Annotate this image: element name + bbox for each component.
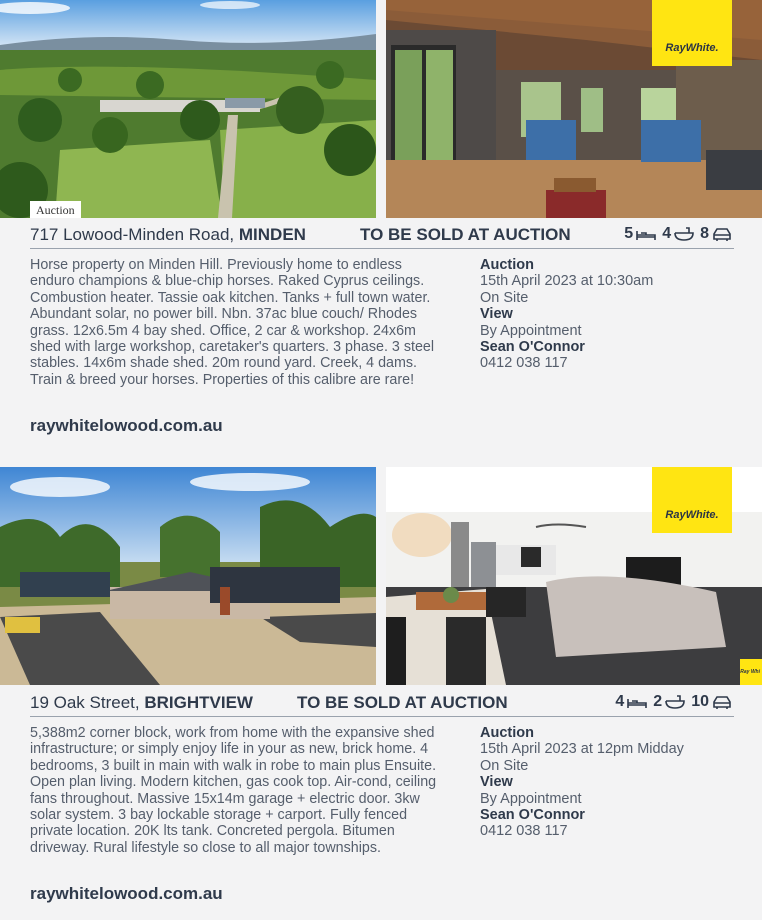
bedroom-count: 5 xyxy=(624,225,634,242)
property-features xyxy=(618,225,732,243)
bathroom-count: 4 xyxy=(662,225,672,242)
view-value: By Appointment xyxy=(480,322,582,339)
bath-icon xyxy=(665,695,685,709)
auction-heading: Auction xyxy=(480,725,534,741)
street-address: 717 Lowood-Minden Road, xyxy=(30,225,239,244)
auction-location: On Site xyxy=(480,289,529,306)
view-heading: View xyxy=(480,306,513,323)
agent-phone[interactable]: 0412 038 117 xyxy=(480,355,568,372)
car-icon xyxy=(712,227,732,241)
sale-method: TO BE SOLD AT AUCTION xyxy=(360,225,571,244)
property-aerial-photo[interactable] xyxy=(0,0,376,218)
property-description: Horse property on Minden Hill. Previously home to endless enduro champions & blue-chip horses. Raked Cyprus ceilings. Combustion heater. Tassie oak kitchen. Tanks + full town water. Abundant solar, no power bill. Nbn. 37ac blue couch/ Rhodes grass. 12x6.5m 4 bay shed. Office, 2 car & workshop. 24x6m shed with large workshop, caretaker's quarters. 3 phase. 3 steel stables. 14x6m shade shed. 20m round yard. Creek, 4 dams. Train & breed your horses. Properties of this calibre are rare! xyxy=(30,257,435,388)
bed-icon xyxy=(627,695,647,709)
ray-white-logo: RayWhite. xyxy=(652,467,732,533)
property-interior-photo[interactable] xyxy=(386,0,762,218)
auction-date: 15th April 2023 at 12pm Midday xyxy=(480,741,684,758)
property-address xyxy=(30,693,253,713)
bedroom-count: 4 xyxy=(615,693,625,710)
auction-location: On Site xyxy=(480,757,529,774)
auction-details xyxy=(480,725,750,840)
view-heading: View xyxy=(480,774,513,791)
car-icon xyxy=(712,695,732,709)
listing-headline xyxy=(30,692,734,717)
suburb-name: MINDEN xyxy=(238,225,306,244)
property-interior-photo[interactable] xyxy=(386,467,762,685)
view-value: By Appointment xyxy=(480,790,582,807)
bed-icon xyxy=(636,227,656,241)
suburb-name: BRIGHTVIEW xyxy=(144,693,253,712)
agent-phone[interactable]: 0412 038 117 xyxy=(480,823,568,840)
listing-card-minden xyxy=(0,0,762,458)
bathroom-count: 2 xyxy=(653,693,663,710)
auction-date: 15th April 2023 at 10:30am xyxy=(480,273,654,290)
auction-heading: Auction xyxy=(480,257,534,273)
carspace-count: 8 xyxy=(700,225,709,242)
auction-label-tag: Auction xyxy=(30,201,81,218)
property-features xyxy=(609,693,732,711)
agent-name: Sean O'Connor xyxy=(480,807,585,824)
property-address xyxy=(30,225,306,245)
bath-icon xyxy=(674,227,694,241)
street-address: 19 Oak Street, xyxy=(30,693,145,712)
auction-details xyxy=(480,257,750,372)
property-aerial-photo[interactable] xyxy=(0,467,376,685)
listing-headline xyxy=(30,224,734,249)
website-link[interactable]: raywhitelowood.com.au xyxy=(30,416,223,435)
agent-name: Sean O'Connor xyxy=(480,339,585,356)
website-link[interactable]: raywhitelowood.com.au xyxy=(30,884,223,903)
listing-card-brightview xyxy=(0,467,762,920)
ray-white-logo: RayWhite. xyxy=(652,0,732,66)
carspace-count: 10 xyxy=(691,693,709,710)
property-description: 5,388m2 corner block, work from home with the expansive shed infrastructure; or simply enjoy life in your as new, brick home. 4 bedrooms, 3 built in main with walk in robe to main plus Ensuite. Open plan living. Modern kitchen, gas cook top. Air-cond, ceiling fans throughout. Massive 15x14m garage + electric door. 3kw solar system. 3 bay lockable storage + carport. Fully fenced private location. 20K lts tank. Concreted pergola. Bitumen driveway. Rural lifestyle so close to all major townships. xyxy=(30,725,437,856)
sale-method: TO BE SOLD AT AUCTION xyxy=(297,693,508,712)
ray-white-banner: Ray Whi xyxy=(740,659,762,685)
